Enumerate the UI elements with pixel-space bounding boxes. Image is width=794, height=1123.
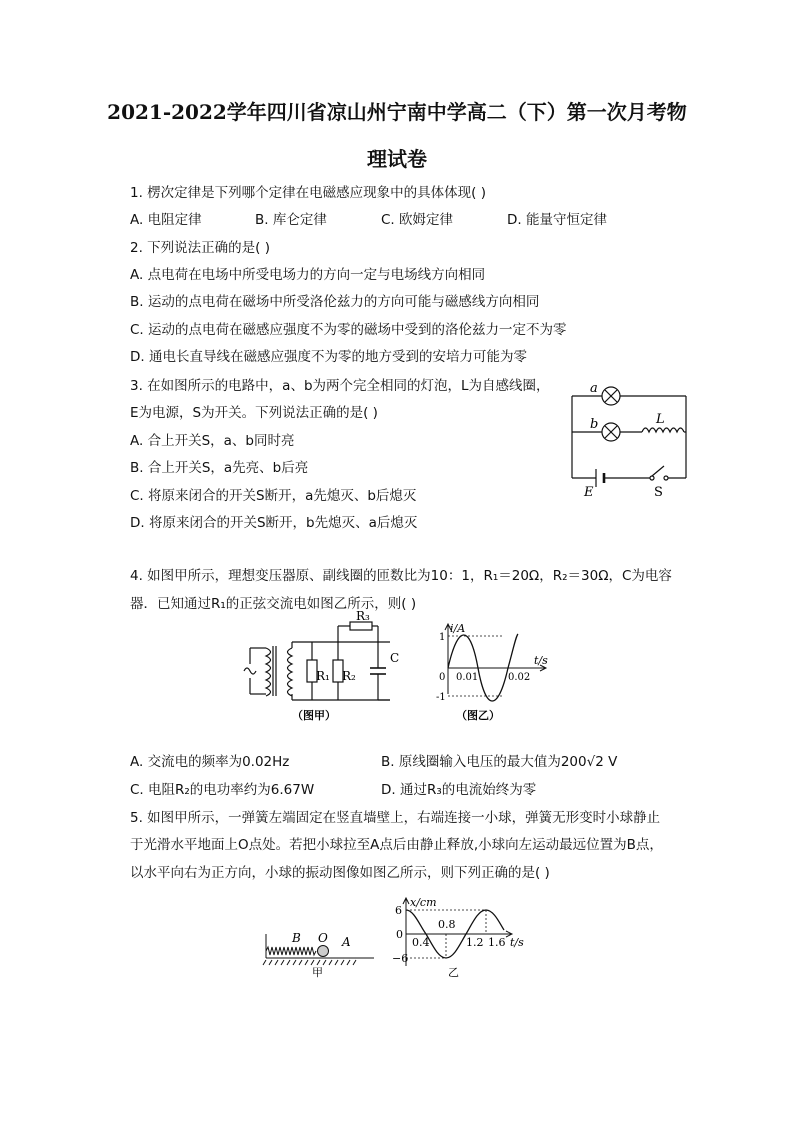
q4-option-a: A. 交流电的频率为0.02Hz bbox=[130, 754, 290, 770]
label-C: C bbox=[390, 651, 400, 665]
caption-fig-yi: （图乙） bbox=[456, 709, 500, 722]
page-title-line1: 2021-2022学年四川省凉山州宁南中学高二（下）第一次月考物 bbox=[107, 100, 687, 124]
q4-option-b: B. 原线圈输入电压的最大值为200√2 V bbox=[381, 754, 618, 770]
tick-t2: 0.8 bbox=[438, 918, 456, 931]
capacitor-c-icon bbox=[370, 668, 386, 674]
graph-xlabel: t/s bbox=[534, 654, 548, 667]
battery-icon bbox=[596, 469, 604, 487]
q3-option-b: B. 合上开关S，a先亮、b后亮 bbox=[130, 460, 309, 476]
label-E: E bbox=[584, 485, 594, 500]
q1-option-c: C. 欧姆定律 bbox=[381, 212, 454, 228]
tick-origin: 0 bbox=[396, 928, 403, 941]
graph-ylabel: x/cm bbox=[410, 896, 437, 909]
lamp-a-icon bbox=[602, 387, 620, 405]
tick-y-neg: -1 bbox=[436, 692, 446, 703]
graph-xlabel: t/s bbox=[510, 936, 524, 949]
q2-stem: 2. 下列说法正确的是( ) bbox=[130, 240, 270, 256]
inductor-coil-icon bbox=[642, 428, 684, 432]
q3-option-d: D. 将原来闭合的开关S断开，b先熄灭、a后熄灭 bbox=[130, 515, 418, 531]
label-R2: R₂ bbox=[342, 669, 356, 683]
q1-stem: 1. 楞次定律是下列哪个定律在电磁感应现象中的具体体现( ) bbox=[130, 185, 486, 201]
graph-ylabel: i/A bbox=[450, 622, 466, 635]
q3-stem-line2: E为电源，S为开关。下列说法正确的是( ) bbox=[130, 405, 378, 421]
caption-fig-jia: （图甲） bbox=[292, 709, 336, 722]
tick-y-pos: 6 bbox=[395, 904, 402, 917]
q2-option-c: C. 运动的点电荷在磁感应强度不为零的磁场中受到的洛伦兹力一定不为零 bbox=[130, 322, 567, 338]
q4-current-graph bbox=[436, 622, 556, 724]
label-A: A bbox=[342, 935, 351, 949]
caption-fig-yi: 乙 bbox=[448, 966, 459, 979]
ball-icon bbox=[318, 946, 329, 957]
q1-option-b: B. 库仑定律 bbox=[255, 212, 327, 228]
caption-fig-jia: 甲 bbox=[312, 966, 323, 979]
tick-t1: 0.4 bbox=[412, 936, 430, 949]
tick-t2: 0.02 bbox=[508, 672, 531, 683]
q3-option-c: C. 将原来闭合的开关S断开，a先熄灭、b后熄灭 bbox=[130, 488, 417, 504]
q5-vibration-graph bbox=[392, 896, 542, 980]
q1-option-a: A. 电阻定律 bbox=[130, 212, 202, 228]
tick-y-neg: −6 bbox=[392, 952, 409, 965]
q5-stem-line1: 5. 如图甲所示，一弹簧左端固定在竖直墙壁上，右端连接一小球，弹簧无形变时小球静止 bbox=[130, 810, 661, 826]
q5-stem-line2: 于光滑水平地面上O点处。若把小球拉至A点后由静止释放,小球向左运动最远位置为B点， bbox=[130, 837, 663, 853]
resistor-r3-icon bbox=[350, 622, 372, 630]
tick-y-pos: 1 bbox=[439, 632, 446, 643]
tick-t3: 1.2 bbox=[466, 936, 484, 949]
ac-source-icon bbox=[244, 648, 256, 694]
q5-stem-line3: 以水平向右为正方向，小球的振动图像如图乙所示，则下列正确的是( ) bbox=[130, 865, 550, 881]
primary-coil-icon bbox=[266, 648, 271, 696]
q2-option-d: D. 通电长直导线在磁感应强度不为零的地方受到的安培力可能为零 bbox=[130, 349, 527, 365]
q4-option-d: D. 通过R₃的电流始终为零 bbox=[381, 782, 537, 798]
q3-stem-line1: 3. 在如图所示的电路中，a、b为两个完全相同的灯泡，L为自感线圈， bbox=[130, 378, 550, 394]
q2-option-a: A. 点电荷在电场中所受电场力的方向一定与电场线方向相同 bbox=[130, 267, 486, 283]
q4-stem-line2: 器．已知通过R₁的正弦交流电如图乙所示，则( ) bbox=[130, 596, 417, 612]
lamp-b-icon bbox=[602, 423, 620, 441]
tick-origin: 0 bbox=[439, 672, 446, 683]
spring-icon bbox=[266, 947, 316, 955]
tick-t4: 1.6 bbox=[488, 936, 506, 949]
label-O: O bbox=[318, 931, 328, 945]
q4-stem-line1: 4. 如图甲所示，理想变压器原、副线圈的匝数比为10：1，R₁＝20Ω，R₂＝30Ω，C为电容 bbox=[130, 568, 672, 584]
label-L: L bbox=[656, 412, 665, 427]
q4-option-c: C. 电阻R₂的电功率约为6.67W bbox=[130, 782, 315, 798]
label-S: S bbox=[654, 485, 663, 500]
label-a: a bbox=[590, 381, 598, 396]
q3-option-a: A. 合上开关S，a、b同时亮 bbox=[130, 433, 295, 449]
q4-transformer-circuit bbox=[240, 609, 410, 724]
secondary-coil-icon bbox=[288, 648, 293, 696]
label-B: B bbox=[292, 931, 301, 945]
q5-spring-system bbox=[262, 924, 382, 980]
tick-t1: 0.01 bbox=[456, 672, 479, 683]
label-R3: R₃ bbox=[356, 609, 370, 623]
q2-option-b: B. 运动的点电荷在磁场中所受洛伦兹力的方向可能与磁感线方向相同 bbox=[130, 294, 540, 310]
q1-option-d: D. 能量守恒定律 bbox=[507, 212, 607, 228]
label-R1: R₁ bbox=[316, 669, 330, 683]
label-b: b bbox=[590, 417, 599, 432]
page-title-line2: 理试卷 bbox=[367, 147, 427, 171]
q3-circuit-diagram bbox=[560, 380, 700, 500]
switch-icon bbox=[650, 466, 668, 480]
